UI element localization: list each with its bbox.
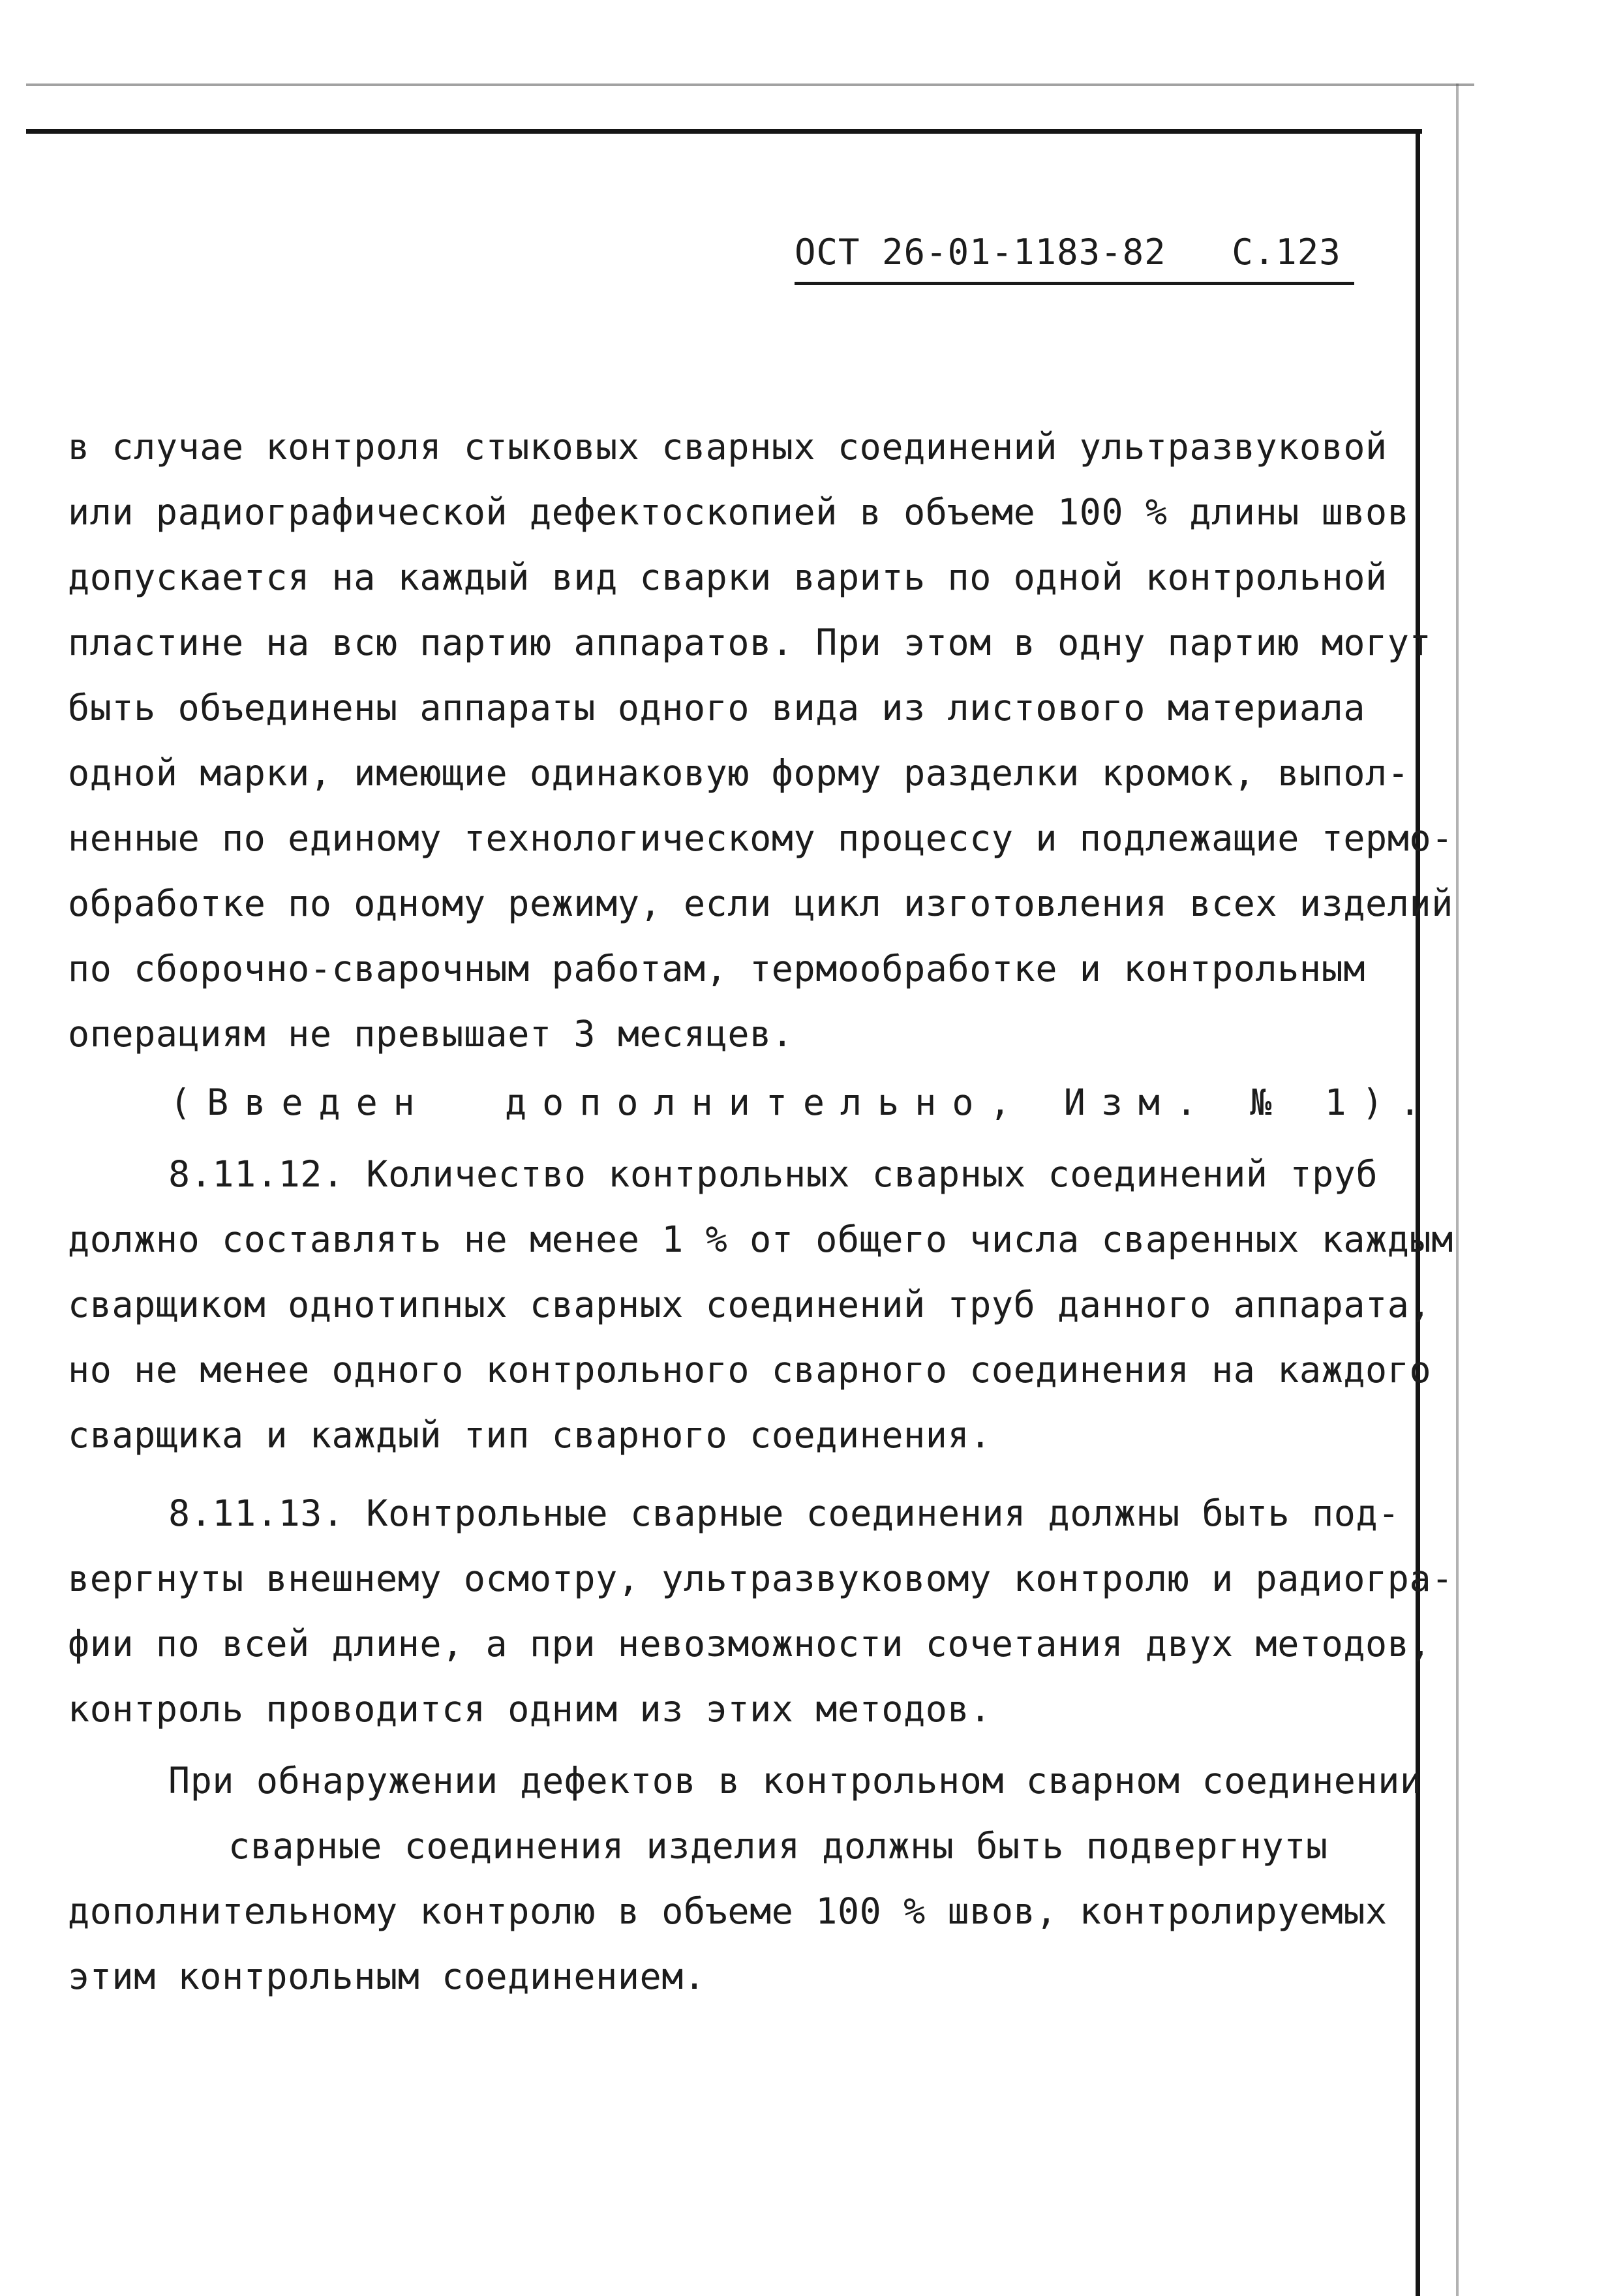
page-number: С.123 (1232, 232, 1341, 273)
text-line: обработке по одному режиму, если цикл изготовления всех изделий (68, 883, 1453, 924)
clause-8-11-13: 8.11.13. Контрольные сварные соединения должны быть под- (168, 1492, 1400, 1534)
text-line: быть объединены аппараты одного вида из листового материала (68, 687, 1366, 729)
text-line: или радиографической дефектоскопией в объеме 100 % длины швов (68, 491, 1410, 533)
header-underline (795, 282, 1354, 285)
frame-top-thin-line (26, 83, 1474, 86)
clause-8-11-12: 8.11.12. Количество контрольных сварных соединений труб (168, 1153, 1378, 1195)
text-line: При обнаружении дефектов в контрольном сварном соединении (168, 1760, 1422, 1802)
text-line: этим контрольным соединением. (68, 1956, 706, 1997)
text-line: допускается на каждый вид сварки варить по одной контрольной (68, 556, 1388, 598)
page-header (795, 232, 1363, 273)
text-line: пластине на всю партию аппаратов. При этом в одну партию могут (68, 622, 1432, 663)
frame-top-line (26, 129, 1422, 134)
text-line: сварщика и каждый тип сварного соединения. (68, 1414, 992, 1456)
frame-right-outer-line (1456, 83, 1459, 2296)
text-line: в случае контроля стыковых сварных соединений ультразвуковой (68, 426, 1388, 468)
document-code: ОСТ 26-01-1183-82 (795, 232, 1166, 273)
text-line: контроль проводится одним из этих методов. (68, 1688, 992, 1730)
text-line: одной марки, имеющие одинаковую форму разделки кромок, выпол- (68, 752, 1410, 794)
text-line: операциям не превышает 3 месяцев. (68, 1013, 794, 1055)
text-line: ненные по единому технологическому процессу и подлежащие термо- (68, 817, 1453, 859)
text-line: сварные соединения изделия должны быть подвергнуты (228, 1825, 1328, 1867)
text-line: фии по всей длине, а при невозможности сочетания двух методов, (68, 1623, 1432, 1665)
frame-right-line (1416, 129, 1420, 2296)
text-line: вергнуты внешнему осмотру, ультразвуковому контролю и радиогра- (68, 1558, 1453, 1599)
amendment-note: (Введен дополнительно, Изм. № 1). (170, 1081, 1436, 1123)
text-line: но не менее одного контрольного сварного соединения на каждого (68, 1349, 1432, 1391)
text-line: по сборочно-сварочным работам, термообработке и контрольным (68, 948, 1366, 989)
text-line: должно составлять не менее 1 % от общего числа сваренных каждым (68, 1218, 1453, 1260)
text-line: дополнительному контролю в объеме 100 % швов, контролируемых (68, 1890, 1388, 1932)
text-line: сварщиком однотипных сварных соединений труб данного аппарата, (68, 1284, 1432, 1325)
